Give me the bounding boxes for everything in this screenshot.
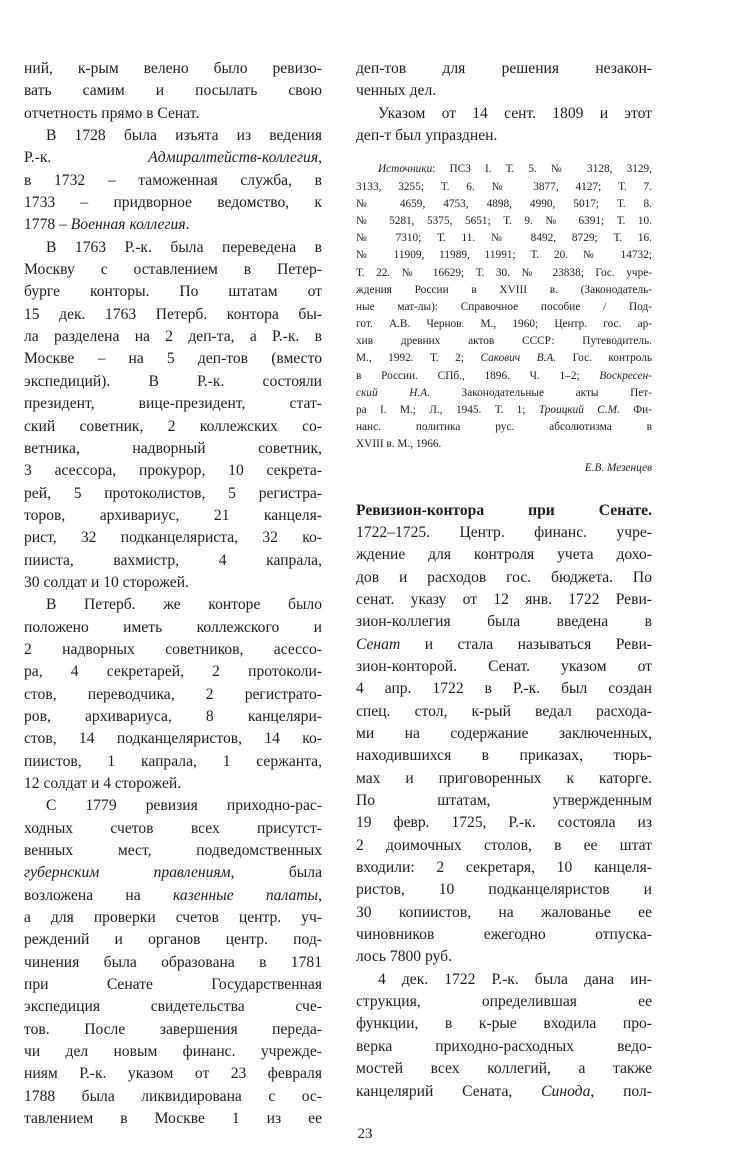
text-fragment: , пол- <box>590 1082 652 1100</box>
text-line: торов, архивариус, 21 канцеля- <box>24 506 322 524</box>
article-heading: Ревизион-контора при Сенате. <box>356 501 652 519</box>
text-line: реждений и органов центр. под- <box>24 931 322 949</box>
text-line: ристов, 10 подканцеляристов и <box>356 881 652 899</box>
text-line: бурге конторы. По штатам от <box>24 283 322 301</box>
text-fragment: Р.-к. <box>24 149 149 167</box>
text-line: 30 солдат и 10 сторожей. <box>24 573 189 591</box>
text-line: стов, переводчика, 2 регистрато- <box>24 685 322 703</box>
text-line: 1733 – придворное ведомство, к <box>24 194 322 212</box>
text-line <box>24 862 322 884</box>
text-fragment: в России. СПб., 1896. Ч. 1–2; <box>356 369 600 382</box>
text-line: ждение для контроля учета дохо- <box>356 546 652 564</box>
sources-line <box>356 402 652 419</box>
text-line: Москве – на 5 деп-тов (вместо <box>24 350 322 368</box>
text-line: ченных дел. <box>356 82 437 100</box>
text-line: рист, 32 подканцеляриста, 32 ко- <box>24 529 322 547</box>
sources-line: 3133, 3255; Т. 6. № 3877, 4127; Т. 7. <box>356 180 652 193</box>
text-line: президент, вице-президент, стат- <box>24 395 322 413</box>
italic-author-troitsky: Троицкий С.М. <box>538 404 620 416</box>
sources-line: Т. 22. № 16629; Т. 30. № 23838; Гос. учре- <box>356 266 652 279</box>
text-fragment: , была <box>230 864 322 882</box>
text-line: деп-тов для решения незакон- <box>356 60 652 77</box>
text-line: В 1728 была изъята из ведения <box>46 127 322 145</box>
sources-line: XVIII в. М., 1966. <box>356 438 442 451</box>
text-line: отчетность прямо в Сенат. <box>24 104 200 122</box>
text-line: лось 7800 руб. <box>356 948 452 966</box>
text-line: 4 дек. 1722 Р.-к. была дана ин- <box>378 970 652 988</box>
text-fragment: ра I. М.; Л., 1945. Т. 1; <box>356 404 539 416</box>
text-line: В 1763 Р.-к. была переведена в <box>46 238 322 256</box>
italic-term-kazennye: казенные палаты <box>172 886 319 904</box>
text-fragment: и стала называться Реви- <box>400 635 652 653</box>
text-line: В Петерб. же конторе было <box>46 596 322 614</box>
text-line: ра, 4 секретарей, 2 протоколи- <box>24 663 322 681</box>
italic-term-admiralty: Адмиралтейств-коллегия <box>148 149 319 167</box>
text-line: тов. После завершения переда- <box>24 1020 322 1038</box>
text-line: функции, в к-рые входила про- <box>356 1015 652 1033</box>
sources-line: № 4659, 4753, 4898, 4990, 5017; Т. 8. <box>356 197 652 210</box>
text-line: спец. стол, к-рый ведал расхода- <box>356 702 652 720</box>
text-fragment: возложена на <box>24 886 173 904</box>
text-line: пиистов, 1 капрала, 1 сержанта, <box>24 752 322 770</box>
italic-term-sinod: Синода <box>541 1082 591 1100</box>
text-line <box>356 634 652 656</box>
text-line: в 1732 – таможенная служба, в <box>24 171 322 189</box>
text-line: мостей всех коллегий, а также <box>356 1060 652 1078</box>
text-fragment: М., 1992. Т. 2; <box>356 352 481 365</box>
page-number: 23 <box>357 1126 373 1142</box>
text-fragment: Гос. контроль <box>556 352 653 365</box>
text-line: 12 солдат и 4 сторожей. <box>24 775 182 792</box>
italic-term-gubernia: губернским правлениям <box>24 864 231 882</box>
sources-line <box>356 368 652 385</box>
text-line: ла разделена на 2 деп-та, а Р.-к. в <box>24 328 322 346</box>
text-line: 30 копиистов, на жалованье ее <box>356 903 652 921</box>
text-line: ский советник, 2 коллежских со- <box>24 417 322 435</box>
text-fragment: Фи- <box>619 404 652 416</box>
left-column <box>24 58 322 1131</box>
sources-line: № 11909, 11989, 11991; Т. 20. № 14732; <box>356 249 652 262</box>
text-line: венных мест, подведомственных <box>24 842 322 860</box>
text-line: 1778 – Военная коллегия. <box>24 216 190 234</box>
text-line: 15 дек. 1763 Петерб. контора бы- <box>24 305 322 323</box>
text-line: находившихся в приказах, тюрь- <box>356 747 652 765</box>
italic-author-sakovich: Сакович В.А. <box>480 352 557 365</box>
text-line: дов и расходов гос. бюджета. По <box>356 568 652 586</box>
text-line: входили: 2 секретаря, 10 канцеля- <box>356 859 652 877</box>
text-line: положено иметь коллежского и <box>24 618 322 636</box>
sources-line: № 7310; Т. 11. № 8492, 8729; Т. 16. <box>356 232 652 245</box>
text-line: чинения была образована в 1781 <box>24 953 322 971</box>
sources-line: ные мат-лы): Справочное пособие / Под- <box>356 300 652 313</box>
italic-author-voskresensky: Воскресен- <box>599 369 652 382</box>
previous-article-end <box>356 58 652 147</box>
text-line: а для проверки счетов центр. уч- <box>24 909 322 927</box>
text-line: экспедиция свидетельства сче- <box>24 998 322 1016</box>
text-line: рей, 5 протоколистов, 5 регистра- <box>24 484 322 502</box>
text-line: верка приходно-расходных ведо- <box>356 1037 652 1055</box>
article-revizion-kontora <box>356 500 652 1103</box>
text-line: зион-конторой. Сенат. указом от <box>356 657 652 675</box>
text-line: тавлением в Москве 1 из ее <box>24 1110 322 1128</box>
text-line: стов, 14 подканцеляристов, 14 ко- <box>24 730 322 748</box>
text-line: струкция, определившая ее <box>356 993 652 1011</box>
text-line: ний, к-рым велено было ревизо- <box>24 60 322 77</box>
text-line: чи дел новым финанс. учрежде- <box>24 1043 322 1061</box>
text-line: По штатам, утвержденным <box>356 792 652 810</box>
text-line: ми на содержание заключенных, <box>356 725 652 742</box>
right-column <box>356 58 652 1103</box>
text-line: при Сенате Государственная <box>24 976 322 994</box>
text-fragment: : ПСЗ I. Т. 5. № 3128, 3129, <box>432 163 652 176</box>
italic-term-military: Военная коллегия <box>70 216 186 234</box>
text-line <box>356 1081 652 1103</box>
text-line: 19 февр. 1725, Р.-к. состояла из <box>356 814 652 832</box>
text-line: зион-коллегия была введена в <box>356 613 652 631</box>
text-line: 3 асессора, прокурор, 10 секрета- <box>24 462 322 480</box>
sources-line: хив древних актов СССР: Путеводитель. <box>356 335 652 348</box>
sources-line: нанс. политика рус. абсолютизма в <box>356 421 652 434</box>
text-line: 4 апр. 1722 в Р.-к. был создан <box>356 680 652 698</box>
text-fragment: канцелярий Сената, <box>356 1082 542 1100</box>
text-line: ров, архивариуса, 8 канцеляри- <box>24 707 322 725</box>
sources-label: Источники <box>378 163 433 176</box>
text-line: сенат. указу от 12 янв. 1722 Реви- <box>356 590 652 608</box>
sources-line <box>356 350 652 367</box>
text-line: возложена на казенные палаты, <box>24 886 322 904</box>
sources-line <box>356 161 652 178</box>
text-line: Москву с оставлением в Петер- <box>24 261 322 279</box>
text-line: экспедиций). В Р.-к. состояли <box>24 372 322 390</box>
text-line: чиновников ежегодно отпуска- <box>356 926 652 944</box>
text-line: вать самим и посылать свою <box>24 82 322 100</box>
text-line: ветника, надворный советник, <box>24 439 322 457</box>
text-line: ниям Р.-к. указом от 23 февраля <box>24 1065 322 1083</box>
italic-term-senat: Сенат <box>356 635 401 653</box>
sources-line: № 5281, 5375, 5651; Т. 9. № 6391; Т. 10. <box>356 214 652 227</box>
sources-block <box>356 161 652 453</box>
sources-line: гот. А.В. Чернов. М., 1960; Центр. гос. ар- <box>356 318 652 331</box>
sources-line: ждения России в XVIII в. (Законодатель- <box>356 283 652 296</box>
text-line: 2 доимочных столов, в ее штат <box>356 836 652 854</box>
text-line: деп-т был упразднен. <box>356 127 498 145</box>
text-fragment: Законодательные акты Пет- <box>429 386 652 399</box>
sources-line <box>356 385 652 402</box>
article-author: Е.В. Мезенцев <box>584 461 652 474</box>
text-line: ходных счетов всех присутст- <box>24 819 322 837</box>
text-line: С 1779 ревизия приходно-рас- <box>46 797 322 815</box>
spacer <box>356 474 652 500</box>
text-line: 2 надворных советников, асессо- <box>24 640 322 658</box>
text-line: пииста, вахмистр, 4 капрала, <box>24 551 322 569</box>
text-line: Указом от 14 сент. 1809 и этот <box>378 104 652 122</box>
text-line: 1788 была ликвидирована с ос- <box>24 1087 322 1105</box>
italic-author-voskresensky-cont: ский Н.А. <box>356 386 430 399</box>
text-line: Р.-к. Адмиралтейств-коллегия, <box>24 149 322 167</box>
text-line: мах и приговоренных к каторге. <box>356 769 652 787</box>
text-line: 1722–1725. Центр. финанс. учре- <box>356 523 652 541</box>
text-fragment: 1778 – <box>24 216 71 234</box>
